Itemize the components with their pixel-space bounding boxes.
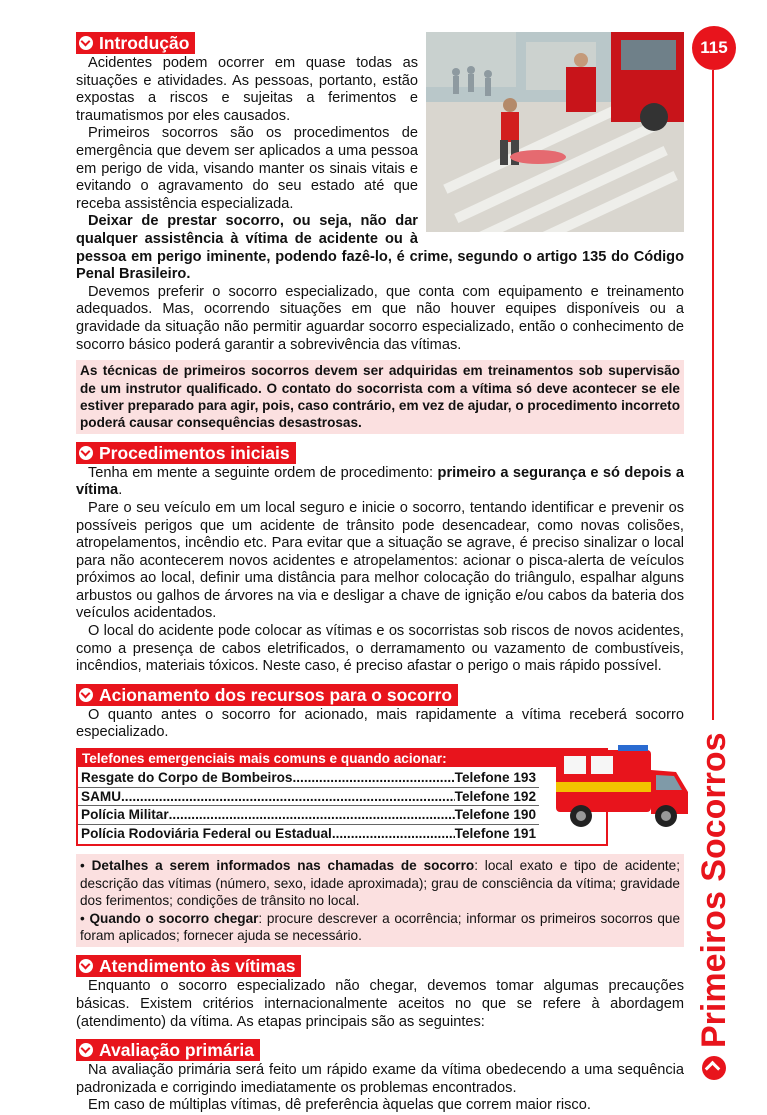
heading-atendimento: Atendimento às vítimas <box>76 955 301 977</box>
phone-row: Polícia Militar ..... Telefone 190 <box>78 806 539 825</box>
ambulance-illustration <box>546 742 696 837</box>
page-content <box>76 32 684 1115</box>
chevron-icon <box>79 446 93 460</box>
call-details-box <box>76 854 684 947</box>
heading-avaliacao: Avaliação primária <box>76 1039 260 1061</box>
heading-introducao: Introdução <box>76 32 195 54</box>
proc-paragraph-2: Pare o seu veículo em um local seguro e inicie o socorro, tentando identificar e prevenir os possíveis perigos que um acidente de trânsito pode desencadear, como novas colisões, atropelamentos, incêndio etc. Para evitar que a situação se agrave, é preciso sinalizar o local para não acontecerem novos acidentes e atropelamentos: acionar o pisca-alerta de veículos próximos ao local, definir uma distância para melhor colocação do triângulo, espalhar alguns arbustos ou galhos de árvores na via e desligar a chave de ignição e/ou cabos da bateria dos veículos acidentados. <box>76 499 684 622</box>
phones-box <box>76 748 608 846</box>
bullet-arrival: • Quando o socorro chegar: procure descrever a ocorrência; informar os primeiros socorros que foram aplicados; fornecer ajuda se necessário. <box>80 910 681 944</box>
accident-illustration <box>426 32 684 232</box>
aval-paragraph-1: Na avaliação primária será feito um rápido exame da vítima obedecendo a uma sequência padronizada e corrigindo imediatamente os problemas encontrados. <box>76 1062 684 1096</box>
side-title <box>694 732 734 1080</box>
intro-paragraph-3: Deixar de prestar socorro, ou seja, não dar qualquer assistência à vítima de acidente ou à pessoa em perigo iminente, podendo fazê-lo, é crime, segundo o artigo 135 do Código Penal Brasileiro. <box>76 213 684 283</box>
phone-row: SAMU ..... Telefone 192 <box>78 788 539 807</box>
bullet-details: • Detalhes a serem informados nas chamadas de socorro: local exato e tipo de acidente; descrição das vítimas (número, sexo, idade aproximada); grau de consciência da vítima; gravidade dos ferimentos; condições de trânsito no local. <box>80 858 680 909</box>
phones-title: Telefones emergenciais mais comuns e quando acionar: <box>78 750 606 767</box>
intro-paragraph-4: Devemos preferir o socorro especializado, que conta com equipamento e treinamento adequados. Mas, ocorrendo situações em que não houver equipes disponíveis ou a gravidade da situação não permitir aguardar socorro especializado, então o conhecimento de socorro básico poderá garantir a sobrevivência das vítimas. <box>76 283 684 353</box>
acion-paragraph-1: O quanto antes o socorro for acionado, mais rapidamente a vítima receberá socorro especializado. <box>76 706 684 741</box>
arrow-icon <box>702 1056 726 1080</box>
chevron-icon <box>79 1043 93 1057</box>
heading-acionamento: Acionamento dos recursos para o socorro <box>76 684 458 706</box>
chevron-icon <box>79 688 93 702</box>
phone-row: Polícia Rodoviária Federal ou Estadual ..... Telefone 191 <box>78 825 539 843</box>
chevron-icon <box>79 959 93 973</box>
side-rule <box>712 70 714 720</box>
phone-row: Resgate do Corpo de Bombeiros ..... Telefone 193 <box>78 769 539 788</box>
side-title-text: Primeiros Socorros <box>695 732 733 1048</box>
heading-procedimentos: Procedimentos iniciais <box>76 442 296 464</box>
intro-paragraph-1: Acidentes podem ocorrer em quase todas as situações e atividades. As pessoas, portanto, estão expostas a riscos e sujeitas a ferimentos e traumatismos por eles causados. <box>76 55 418 124</box>
proc-paragraph-3: O local do acidente pode colocar as vítimas e os socorristas sob riscos de novos acidentes, como a presença de cabos eletrificados, o derramamento ou vazamento de combustíveis, incêndios, materiais tóxicos. Neste caso, é preciso afastar o perigo o mais rápido possível. <box>76 623 684 675</box>
proc-paragraph-1: Tenha em mente a seguinte ordem de procedimento: primeiro a segurança e só depois a vítima. <box>76 464 685 499</box>
intro-paragraph-2: Primeiros socorros são os procedimentos de emergência que devem ser aplicados a uma pessoa em perigo de vida, visando manter os sinais vitais e evitando o agravamento do seu estado até que receba assistência especializada. <box>76 125 418 212</box>
aval-paragraph-2: Em caso de múltiplas vítimas, dê preferência àquelas que correm maior risco. <box>88 1097 591 1114</box>
intro-note: As técnicas de primeiros socorros devem ser adquiridas em treinamentos sob supervisão de um instrutor qualificado. O contato do socorrista com a vítima só deve acontecer se ele estiver preparado para agir, pois, caso contrário, em vez de ajudar, o procedimento incorreto poderá causar consequências desastrosas. <box>76 360 684 434</box>
atend-paragraph-1: Enquanto o socorro especializado não chegar, devemos tomar algumas precauções básicas. Existem critérios internacionalmente aceitos no que se refere à abordagem (atendimento) da vítima. As etapas principais são as seguintes: <box>76 978 684 1030</box>
chevron-icon <box>79 36 93 50</box>
page-number: 115 <box>692 26 736 70</box>
